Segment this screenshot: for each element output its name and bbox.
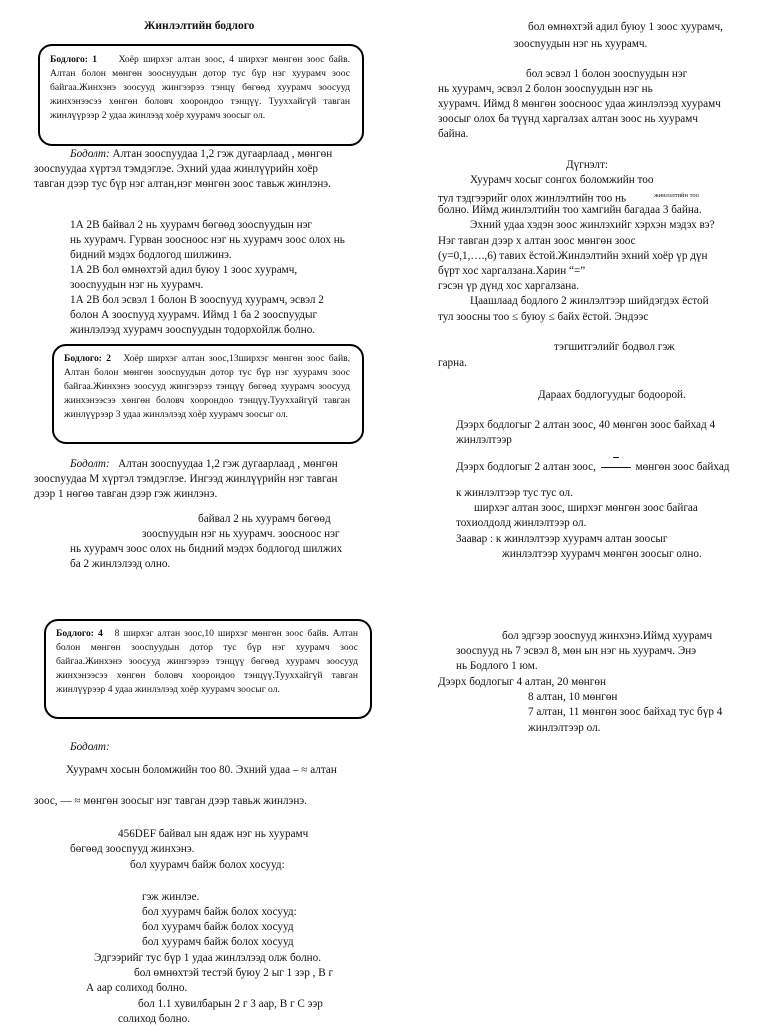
solution-1-line-3: тавган дээр тус бүр нэг алтан,нэг мөнгөн зоос тавьж жинлэнэ. bbox=[34, 178, 331, 190]
solution-4-line-7: бол хуурамч байж болох хосууд: bbox=[142, 906, 297, 918]
exercise-line-2: жинлэлтээр bbox=[456, 434, 512, 446]
conclusion-line-10: тул зоосны тоо ≤ буюу ≤ байх ёстой. Эндээс bbox=[438, 311, 649, 323]
right-line-7: байна. bbox=[438, 128, 469, 140]
final-line-3: нь Бодлого 1 юм. bbox=[456, 660, 538, 672]
solution-4-line-8: бол хуурамч байж болох хосууд bbox=[142, 921, 294, 933]
solution-1-line-1 bbox=[70, 147, 332, 163]
exercise-line-3-b: мөнгөн зоос байхад bbox=[635, 461, 730, 473]
solution-4-line-10: Эдгээрийг тус бүр 1 удаа жинлэлээд олж болно. bbox=[94, 952, 322, 964]
final-line-2: зоосnууд нь 7 эсвэл 8, мөн ын нэг нь хуурамч. Энэ bbox=[456, 645, 697, 657]
right-line-6: зоосыг олох ба түүнд харгалзах алтан зоос нь хуурамч bbox=[438, 113, 698, 125]
case-1-line-1: 1А 2В байвал 2 нь хуурамч бөгөөд зоосnуудын нэг bbox=[70, 219, 313, 231]
fraction-mark bbox=[601, 462, 631, 472]
case-1-line-3: бидний мэдэх бодлогод шилжинэ. bbox=[70, 249, 232, 261]
exercises-title: Дараах бодлогуудыг бодоорой. bbox=[538, 389, 686, 401]
right-line-1: бол өмнөхтэй адил буюу 1 зоос хуурамч, bbox=[528, 21, 723, 33]
case-3-line-3: жинлэлээд хуурамч зоосnуудын тодорхойлж болно. bbox=[70, 324, 316, 336]
final-line-7: жинлэлтээр ол. bbox=[528, 722, 601, 734]
solution-4-line-12: А аар солиход болно. bbox=[86, 982, 188, 994]
problem-2-label: Бодлого: 2 bbox=[64, 353, 111, 364]
solution-4-line-3: 456DEF байвал ын ядаж нэг нь хуурамч bbox=[118, 828, 309, 840]
solution-2-line-4: байвал 2 нь хуурамч бөгөөд bbox=[198, 513, 331, 525]
exercise-line-4: к жинлэлтээр тус тус ол. bbox=[456, 487, 573, 499]
problem-2-body: Хоёр ширхэг алтан зоос,13ширхэг мөнгөн зоос байв. Алтан болон мөнгөн зоосnуудын дотор тус бүр нэг хуурамч зоос байгаа.Жинхэнэ зоосууд жингээрээ тэнцүү бөгөөд хуурамч зоосууд жинхэнээсээ хөнгөн боловч хоорондоо тэнцүү.Тууххайгүй тавган жинлүүрээр 3 удаа жинлэлээд хоёр хуурамч зоосыг ол. bbox=[64, 353, 351, 420]
solution-4-line-6: гэж жинлэе. bbox=[142, 891, 200, 903]
conclusion-line-9: Цаашлаад бодлого 2 жинлэлтээр шийдэгдэх ёстой bbox=[470, 295, 709, 307]
solution-2-line-5: зоосnуудын нэг нь хуурамч. зоосноос нэг bbox=[142, 528, 340, 540]
problem-4-text bbox=[56, 627, 358, 697]
solution-2-line-3: дээр 1 нөгөө тавган дээр гэж жинлэнэ. bbox=[34, 488, 218, 500]
problem-2-text bbox=[64, 352, 350, 422]
case-2-line-1: 1А 2В бол өмнөхтэй адил буюу 1 зоос хуурамч, bbox=[70, 264, 298, 276]
right-line-2: зоосnуудын нэг нь хуурамч. bbox=[514, 38, 648, 50]
case-1-line-2: нь хуурамч. Гурван зооснооc нэг нь хуурамч зоос олох нь bbox=[70, 234, 345, 246]
solution-1-text-1: Алтан зоосnуудаа 1,2 гэж дугаарлаад , мөнгөн bbox=[112, 148, 333, 160]
solution-4-line-13: бол 1.1 хувилбарын 2 г 3 аар, В г С ээр bbox=[138, 998, 323, 1010]
solution-4-line-4: бөгөөд зоосnууд жинхэнэ. bbox=[70, 843, 195, 855]
exercise-line-6: тохиолдолд жинлэлтээр ол. bbox=[456, 517, 587, 529]
solution-1-label: Бодолт: bbox=[70, 148, 110, 160]
solution-1-line-2: зоосnуудаа хүртэл тэмдэглэе. Эхний удаа жинлүүрийн хоёр bbox=[34, 163, 318, 175]
problem-1-label: Бодлого: 1 bbox=[50, 54, 98, 65]
right-line-4: нь хуурамч, эсвэл 2 болон зоосnуудын нэг нь bbox=[438, 83, 653, 95]
solution-2-line-2: зоосnуудаа М хүртэл тэмдэглэе. Ингээд жинлүүрийн нэг тавган bbox=[34, 473, 338, 485]
solution-2-label: Бодолт: bbox=[70, 458, 110, 470]
final-line-4: Дээрх бодлогыг 4 алтан, 20 мөнгөн bbox=[438, 676, 606, 688]
conclusion-tiny-note: жинлэлтийн тоо bbox=[654, 192, 699, 199]
conclusion-line-1: Хуурамч хосыг сонгох боломжийн тоо bbox=[470, 174, 654, 186]
exercise-line-8: жинлэлтээр хуурамч мөнгөн зоосыг олно. bbox=[502, 548, 702, 560]
solution-4-line-2: зоос, — ≈ мөнгөн зоосыг нэг тавган дээр тавьж жинлэнэ. bbox=[34, 795, 307, 807]
fraction-bar bbox=[601, 467, 631, 468]
problem-4-body: 8 ширхэг алтан зоос,10 ширхэг мөнгөн зоос байв. Алтан болон мөнгөн зоосnуудын дотор тус бүр нэг хуурамч зоос байгаа.Жинхэнэ зоосууд жингээрээ тэнцүү бөгөөд хуурамч зоосууд жинхэнээсээ хөнгөн боловч хоорондоо тэнцүү.Тууххайгүй тавган жинлүүрээр 4 удаа жинлэлээд хоёр хуурамч зоосыг ол. bbox=[56, 628, 358, 695]
conclusion-line-2-text: тул тэдгээрийг олох жинлэлтийн тоо нь bbox=[438, 192, 627, 205]
solution-2-line-1 bbox=[70, 457, 338, 473]
exercise-line-3-a: Дээрх бодлогыг 2 алтан зоос, bbox=[456, 461, 596, 473]
solution-4-label: Бодолт: bbox=[70, 741, 110, 753]
exercise-line-7: Заавар : к жинлэлтээр хуурамч алтан зоосыг bbox=[456, 533, 668, 545]
conclusion-title: Дүгнэлт: bbox=[566, 159, 608, 171]
right-line-3: бол эсвэл 1 болон зоосnуудын нэг bbox=[526, 68, 688, 80]
problem-1-body: Хоёр ширхэг алтан зоос, 4 ширхэг мөнгөн зоос байв. Алтан болон мөнгөн зооснуудын дотор тус бүр нэг хуурамч зоос байгаа.Жинхэнэ зоосууд жингээрээ тэнцү бөгөөд хуурамч зоосууд жинхэнээсээ хөнгөн боловч хоорондоо тэнцүү. Тууххайгүй тавган жинлүүрээр 2 удаа жинлээд хоёр хуурамч зоосыг ол. bbox=[50, 54, 350, 121]
final-line-6: 7 алтан, 11 мөнгөн зоос байхад тус бүр 4 bbox=[528, 706, 723, 718]
case-2-line-2: зоосnуудын нэг нь хуурамч. bbox=[70, 279, 204, 291]
exercise-line-1: Дээрх бодлогыг 2 алтан зоос, 40 мөнгөн зоос байхад 4 bbox=[456, 419, 716, 431]
exercise-line-3 bbox=[456, 460, 730, 476]
conclusion-line-11: тэгшитгэлийг бодвол гэж bbox=[554, 341, 675, 353]
problem-1-text bbox=[50, 53, 350, 123]
solution-2-text-1: Алтан зоосnуудаа 1,2 гэж дугаарлаад , мөнгөн bbox=[118, 458, 338, 470]
conclusion-line-5: Нэг тавган дээр х алтан зоос мөнгөн зоос bbox=[438, 235, 636, 247]
conclusion-line-3: болно. Иймд жинлэлтийн тоо хамгийн багадаа 3 байна. bbox=[438, 204, 702, 216]
solution-4-line-5: бол хуурамч байж болох хосууд: bbox=[130, 859, 285, 871]
final-line-1: бол эдгээр зоосnууд жинхэнэ.Иймд хуурамч bbox=[502, 630, 713, 642]
solution-4-line-14: солиход болно. bbox=[118, 1013, 191, 1025]
solution-4-line-9: бол хуурамч байж болох хосууд bbox=[142, 936, 294, 948]
page-title: Жинлэлтийн бодлого bbox=[144, 20, 255, 32]
conclusion-line-6: (у=0,1,….,6) тавих ёстой.Жинлэлтийн эхний хоёр үр дүн bbox=[438, 250, 708, 262]
conclusion-line-4: Эхний удаа хэдэн зоос жинлэхийг хэрхэн мэдэх вэ? bbox=[470, 219, 715, 231]
case-3-line-2: болон А зоосnууд хуурамч. Иймд 1 ба 2 зоосnуудыг bbox=[70, 309, 318, 321]
solution-2-line-6: нь хуурамч зоос олох нь бидний мэдэх бодлогод шилжих bbox=[70, 543, 343, 555]
right-line-5: хуурамч. Иймд 8 мөнгөн зоосноос удаа жинлэлээд хуурамч bbox=[438, 98, 721, 110]
conclusion-line-8: гэсэн үр дүнд хос харгалзана. bbox=[438, 280, 580, 292]
case-3-line-1: 1А 2В бол эсвэл 1 болон В зоосnууд хуурамч, эсвэл 2 bbox=[70, 294, 324, 306]
exercise-line-5: ширхэг алтан зоос, ширхэг мөнгөн зоос байгаа bbox=[474, 502, 698, 514]
conclusion-line-12: гарна. bbox=[438, 357, 467, 369]
fraction-tick bbox=[613, 457, 619, 458]
conclusion-line-7: бүрт хос харгалзана.Харин “=” bbox=[438, 265, 586, 277]
problem-4-label: Бодлого: 4 bbox=[56, 628, 103, 639]
solution-2-line-7: ба 2 жинлэлээд олно. bbox=[70, 558, 171, 570]
solution-4-line-1: Хуурамч хосын боломжийн тоо 80. Эхний удаа – ≈ алтан bbox=[66, 764, 337, 776]
final-line-5: 8 алтан, 10 мөнгөн bbox=[528, 691, 618, 703]
solution-4-line-11: бол өмнөхтэй тестэй буюу 2 ыг 1 зэр , В г bbox=[134, 967, 334, 979]
